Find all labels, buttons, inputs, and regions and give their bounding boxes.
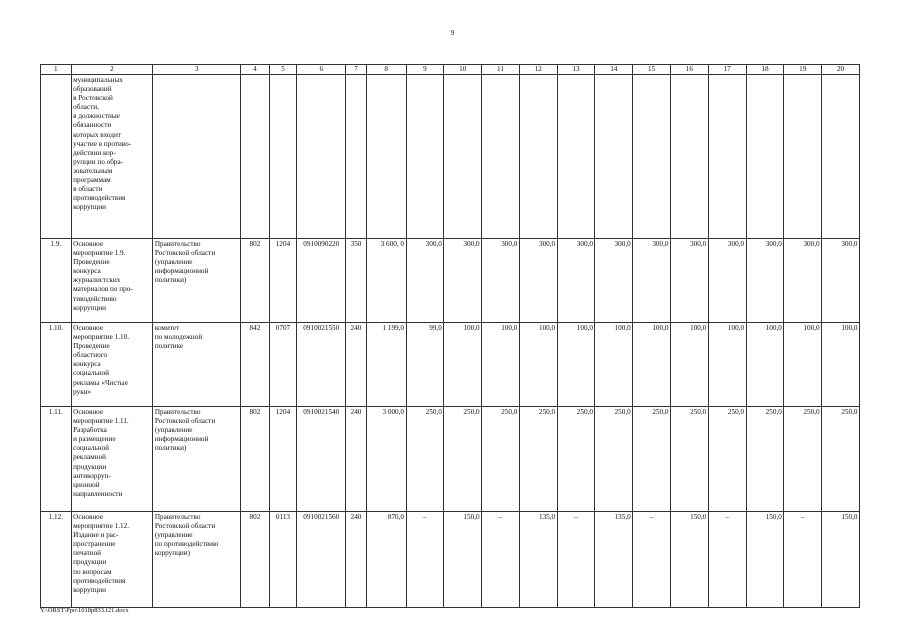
column-number: 9 xyxy=(406,65,444,75)
year-value: – xyxy=(784,512,822,608)
column-number: 5 xyxy=(269,65,297,75)
year-value: 300,0 xyxy=(557,239,595,323)
code-7: 240 xyxy=(346,407,366,512)
year-value: 100,0 xyxy=(557,323,595,407)
total-amount: 3 000,0 xyxy=(366,407,406,512)
column-number: 18 xyxy=(746,65,784,75)
year-value: – xyxy=(482,512,520,608)
table-row-1-12 xyxy=(41,512,860,608)
year-value: 100,0 xyxy=(708,323,746,407)
total-amount: 870,0 xyxy=(366,512,406,608)
code-5: 0707 xyxy=(269,323,297,407)
year-value: – xyxy=(557,512,595,608)
year-value: 300,0 xyxy=(822,239,860,323)
row-id: 1.9. xyxy=(41,239,72,323)
year-value: 99,0 xyxy=(406,323,444,407)
year-value: – xyxy=(633,512,671,608)
year-value: 250,0 xyxy=(784,407,822,512)
code-7: 350 xyxy=(346,239,366,323)
code-7: 240 xyxy=(346,323,366,407)
column-number: 4 xyxy=(241,65,270,75)
total-amount: 1 199,0 xyxy=(366,323,406,407)
code-6: 0910021540 xyxy=(297,407,346,512)
year-value: 150,0 xyxy=(444,512,482,608)
activity-name: Основное мероприятие 1.9. Проведение конкурса журналистских материалов по про- тиводействию коррупции xyxy=(71,239,153,323)
year-value: 300,0 xyxy=(633,239,671,323)
column-number: 17 xyxy=(708,65,746,75)
executor: Правительство Ростовской области (управление по противодействию коррупции) xyxy=(153,512,241,608)
year-value: 150,0 xyxy=(746,512,784,608)
activity-name: Основное мероприятие 1.12. Издание и рас- пространение печатной продукции по вопросам противодействия коррупции xyxy=(71,512,153,608)
year-value: 300,0 xyxy=(444,239,482,323)
code-5: 0113 xyxy=(269,512,297,608)
year-value: 150,0 xyxy=(822,512,860,608)
year-value: 250,0 xyxy=(708,407,746,512)
row-id: 1.12. xyxy=(41,512,72,608)
executor: комитет по молодежной политике xyxy=(153,323,241,407)
year-value: 250,0 xyxy=(595,407,633,512)
column-number: 14 xyxy=(595,65,633,75)
year-value: 100,0 xyxy=(670,323,708,407)
column-number: 7 xyxy=(346,65,366,75)
column-number-row xyxy=(41,65,860,75)
year-value: 250,0 xyxy=(557,407,595,512)
year-value: 250,0 xyxy=(444,407,482,512)
year-value: – xyxy=(406,512,444,608)
row-id: 1.11. xyxy=(41,407,72,512)
year-value: 100,0 xyxy=(482,323,520,407)
year-value: 100,0 xyxy=(822,323,860,407)
year-value: 300,0 xyxy=(670,239,708,323)
code-4: 842 xyxy=(241,323,270,407)
year-value: 300,0 xyxy=(406,239,444,323)
column-number: 13 xyxy=(557,65,595,75)
code-5: 1204 xyxy=(269,407,297,512)
column-number: 1 xyxy=(41,65,72,75)
year-value: 100,0 xyxy=(746,323,784,407)
year-value: 135,0 xyxy=(595,512,633,608)
year-value: 100,0 xyxy=(519,323,557,407)
activity-name: Основное мероприятие 1.11. Разработка и размещение социальной рекламной продукции антикорруп- ционной направленности xyxy=(71,407,153,512)
year-value: 300,0 xyxy=(519,239,557,323)
activity-name: муниципальных образований в Ростовской области, в должностные обязанности которых входит участие в противо- действии кор- рупции по обра- зовательным программам в области противодействия коррупции xyxy=(71,75,153,239)
code-6: 0910090220 xyxy=(297,239,346,323)
table-row-1-9 xyxy=(41,239,860,323)
column-number: 16 xyxy=(670,65,708,75)
year-value: 300,0 xyxy=(708,239,746,323)
year-value: 100,0 xyxy=(784,323,822,407)
column-number: 8 xyxy=(366,65,406,75)
year-value: 250,0 xyxy=(746,407,784,512)
year-value: 250,0 xyxy=(633,407,671,512)
year-value: 135,0 xyxy=(519,512,557,608)
table-row-1-11 xyxy=(41,407,860,512)
budget-table xyxy=(40,64,860,608)
activity-name: Основное мероприятие 1.10. Проведение областного конкурса социальной рекламы «Чистые руки» xyxy=(71,323,153,407)
year-value: 300,0 xyxy=(746,239,784,323)
year-value: 250,0 xyxy=(482,407,520,512)
executor: Правительство Ростовской области (управление информационной политики) xyxy=(153,407,241,512)
year-value: 300,0 xyxy=(482,239,520,323)
code-7: 240 xyxy=(346,512,366,608)
table-row-1-10 xyxy=(41,323,860,407)
column-number: 10 xyxy=(444,65,482,75)
column-number: 12 xyxy=(519,65,557,75)
page-number: 9 xyxy=(450,28,455,37)
year-value: 100,0 xyxy=(633,323,671,407)
year-value: 250,0 xyxy=(670,407,708,512)
code-4: 802 xyxy=(241,239,270,323)
executor: Правительство Ростовской области (управление информационной политики) xyxy=(153,239,241,323)
code-6: 0910021560 xyxy=(297,512,346,608)
column-number: 20 xyxy=(822,65,860,75)
year-value: 100,0 xyxy=(595,323,633,407)
code-4: 802 xyxy=(241,407,270,512)
year-value: 250,0 xyxy=(519,407,557,512)
total-amount: 3 600, 0 xyxy=(366,239,406,323)
year-value: – xyxy=(708,512,746,608)
code-5: 1204 xyxy=(269,239,297,323)
year-value: 100,0 xyxy=(444,323,482,407)
column-number: 2 xyxy=(71,65,153,75)
year-value: 150,0 xyxy=(670,512,708,608)
column-number: 19 xyxy=(784,65,822,75)
column-number: 11 xyxy=(482,65,520,75)
file-path-footer: Y:\ORST\Ppo\1018p833.f21.docx xyxy=(40,607,129,614)
column-number: 15 xyxy=(633,65,671,75)
column-number: 6 xyxy=(297,65,346,75)
code-4: 802 xyxy=(241,512,270,608)
code-6: 0910021550 xyxy=(297,323,346,407)
table-row-continuation xyxy=(41,75,860,239)
year-value: 300,0 xyxy=(595,239,633,323)
year-value: 250,0 xyxy=(822,407,860,512)
year-value: 250,0 xyxy=(406,407,444,512)
column-number: 3 xyxy=(153,65,241,75)
row-id: 1.10. xyxy=(41,323,72,407)
year-value: 300,0 xyxy=(784,239,822,323)
